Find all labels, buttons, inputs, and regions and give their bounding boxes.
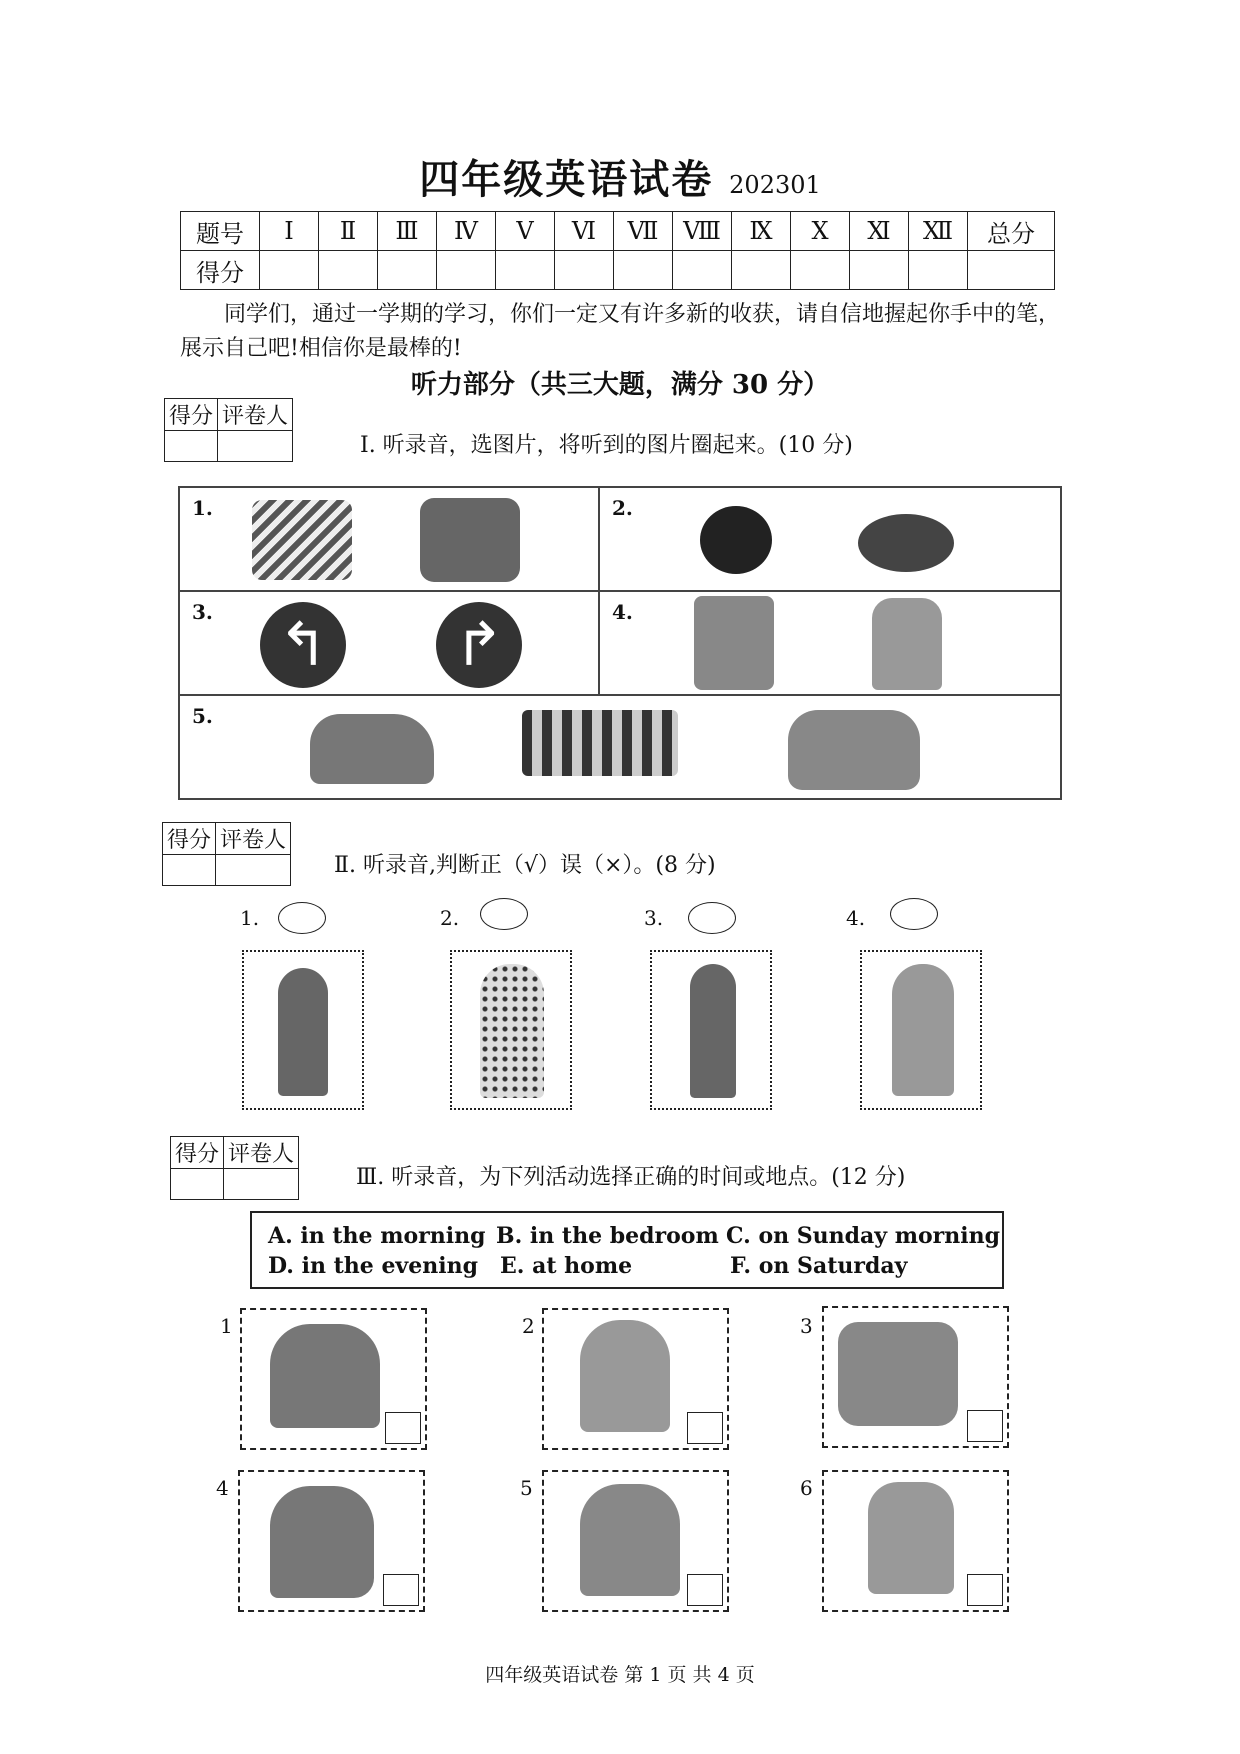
header-cell: Ⅺ xyxy=(850,212,909,251)
item-number: 1 xyxy=(220,1314,233,1338)
sweater-image[interactable] xyxy=(420,498,520,582)
q1-cell-5 xyxy=(179,695,1061,799)
header-cell: 题号 xyxy=(181,212,260,251)
q3-picture-box xyxy=(542,1470,729,1612)
boy-dressing-image[interactable] xyxy=(872,598,942,690)
header-cell: Ⅸ xyxy=(732,212,791,251)
score-table-score-row xyxy=(181,251,1055,290)
option-c: C. on Sunday morning xyxy=(726,1223,1001,1249)
boy-tshirt-image xyxy=(690,964,736,1098)
item-number: 5 xyxy=(520,1476,533,1500)
answer-oval[interactable] xyxy=(688,902,736,934)
grader-score-cell[interactable] xyxy=(165,431,218,462)
score-table-header-row xyxy=(181,212,1055,251)
item-number: 1. xyxy=(240,906,260,930)
intro-text: 同学们，通过一学期的学习，你们一定又有许多新的收获，请自信地握起你手中的笔，展示自己吧!相信你是最棒的! xyxy=(180,302,1061,361)
girl-washing-image xyxy=(868,1482,954,1594)
q1-picture-grid xyxy=(178,486,1062,800)
grader-reviewer-cell[interactable] xyxy=(216,855,291,886)
item-number: 4 xyxy=(216,1476,229,1500)
header-cell: Ⅰ xyxy=(260,212,319,251)
grader-box-1 xyxy=(164,398,293,462)
item-number: 1. xyxy=(192,496,213,520)
grader-box-2 xyxy=(162,822,291,886)
q2-title: Ⅱ. 听录音,判断正（√）误（×）。(8 分) xyxy=(334,853,716,878)
turn-left-icon[interactable]: ↰ xyxy=(260,602,346,688)
listening-section-header: 听力部分（共三大题，满分 30 分） xyxy=(410,370,830,400)
grader-score-label: 得分 xyxy=(163,823,216,855)
header-cell: Ⅴ xyxy=(496,212,555,251)
answer-box[interactable] xyxy=(687,1574,723,1606)
tomato-image[interactable] xyxy=(700,506,772,574)
boy-reading-image xyxy=(270,1324,380,1428)
bus-image[interactable] xyxy=(522,710,678,776)
grader-box-3 xyxy=(170,1136,299,1200)
score-cell[interactable] xyxy=(614,251,673,290)
answer-box[interactable] xyxy=(967,1574,1003,1606)
q1-cell-1 xyxy=(179,487,599,591)
grader-score-cell[interactable] xyxy=(163,855,216,886)
grader-score-label: 得分 xyxy=(171,1137,224,1169)
q3-picture-box xyxy=(542,1308,729,1450)
item-number: 2 xyxy=(522,1314,535,1338)
item-number: 3 xyxy=(800,1314,813,1338)
header-cell: Ⅳ xyxy=(437,212,496,251)
header-cell: Ⅲ xyxy=(378,212,437,251)
q2-picture-box xyxy=(860,950,982,1110)
option-b: B. in the bedroom xyxy=(496,1223,719,1249)
taxi-image[interactable] xyxy=(788,710,920,790)
answer-oval[interactable] xyxy=(890,898,938,930)
answer-oval[interactable] xyxy=(278,902,326,934)
q3-picture-box xyxy=(240,1308,427,1450)
answer-box[interactable] xyxy=(687,1412,723,1444)
header-cell: Ⅷ xyxy=(673,212,732,251)
score-cell[interactable] xyxy=(555,251,614,290)
answer-box[interactable] xyxy=(385,1412,421,1444)
item-number: 4. xyxy=(612,600,633,624)
score-cell[interactable] xyxy=(378,251,437,290)
score-cell[interactable] xyxy=(909,251,968,290)
header-cell: 总分 xyxy=(968,212,1055,251)
grader-reviewer-label: 评卷人 xyxy=(218,399,293,431)
girl-dress-image xyxy=(480,964,544,1098)
girl-skirt-image xyxy=(892,964,954,1096)
boys-mirror-image[interactable] xyxy=(694,596,774,690)
girl-making-bed-image xyxy=(838,1322,958,1426)
brushing-teeth-image xyxy=(270,1486,374,1598)
turn-right-icon[interactable]: ↱ xyxy=(436,602,522,688)
item-number: 4. xyxy=(846,906,866,930)
q1-title: Ⅰ. 听录音，选图片，将听到的图片圈起来。(10 分) xyxy=(360,433,853,458)
item-number: 3. xyxy=(192,600,213,624)
title-code: 202301 xyxy=(729,171,821,199)
q2-picture-box xyxy=(242,950,364,1110)
striped-sweater-image[interactable] xyxy=(252,500,352,580)
score-cell[interactable] xyxy=(850,251,909,290)
option-d: D. in the evening xyxy=(268,1253,478,1279)
q3-options-box xyxy=(250,1211,1004,1289)
answer-box[interactable] xyxy=(383,1574,419,1606)
title-text: 四年级英语试卷 xyxy=(419,156,714,203)
score-cell[interactable] xyxy=(437,251,496,290)
option-a: A. in the morning xyxy=(268,1223,486,1249)
grader-reviewer-label: 评卷人 xyxy=(216,823,291,855)
header-cell: Ⅻ xyxy=(909,212,968,251)
score-cell[interactable] xyxy=(732,251,791,290)
q2-picture-box xyxy=(650,950,772,1110)
girl-cap-image xyxy=(580,1484,680,1596)
grader-reviewer-label: 评卷人 xyxy=(224,1137,299,1169)
score-cell[interactable] xyxy=(968,251,1055,290)
q1-cell-2 xyxy=(599,487,1061,591)
boy-figure-image xyxy=(278,968,328,1096)
item-number: 2. xyxy=(440,906,460,930)
score-cell[interactable] xyxy=(673,251,732,290)
score-cell[interactable] xyxy=(791,251,850,290)
item-number: 2. xyxy=(612,496,633,520)
grader-score-label: 得分 xyxy=(165,399,218,431)
page-footer: 四年级英语试卷 第 1 页 共 4 页 xyxy=(485,1664,755,1686)
q3-picture-box xyxy=(238,1470,425,1612)
score-cell[interactable] xyxy=(496,251,555,290)
grader-reviewer-cell[interactable] xyxy=(224,1169,299,1200)
answer-oval[interactable] xyxy=(480,898,528,930)
q1-cell-3 xyxy=(179,591,599,695)
grader-score-cell[interactable] xyxy=(171,1169,224,1200)
header-cell: Ⅱ xyxy=(319,212,378,251)
grader-reviewer-cell[interactable] xyxy=(218,431,293,462)
score-table xyxy=(180,211,1055,290)
item-number: 5. xyxy=(192,704,213,728)
q3-title: Ⅲ. 听录音，为下列活动选择正确的时间或地点。(12 分) xyxy=(356,1165,906,1190)
item-number: 6 xyxy=(800,1476,813,1500)
score-cell[interactable] xyxy=(260,251,319,290)
car-image[interactable] xyxy=(310,714,434,784)
item-number: 3. xyxy=(644,906,664,930)
option-f: F. on Saturday xyxy=(730,1253,908,1279)
header-cell: Ⅶ xyxy=(614,212,673,251)
q2-picture-box xyxy=(450,950,572,1110)
answer-box[interactable] xyxy=(967,1410,1003,1442)
q3-picture-box xyxy=(822,1470,1009,1612)
score-cell[interactable] xyxy=(319,251,378,290)
q1-cell-4 xyxy=(599,591,1061,695)
page-title xyxy=(0,148,1240,205)
header-cell: Ⅹ xyxy=(791,212,850,251)
potato-image[interactable] xyxy=(858,514,954,572)
q3-picture-box xyxy=(822,1306,1009,1448)
header-cell: Ⅵ xyxy=(555,212,614,251)
score-label-cell: 得分 xyxy=(181,251,260,290)
girl-singing-image xyxy=(580,1320,670,1432)
option-e: E. at home xyxy=(500,1253,633,1279)
